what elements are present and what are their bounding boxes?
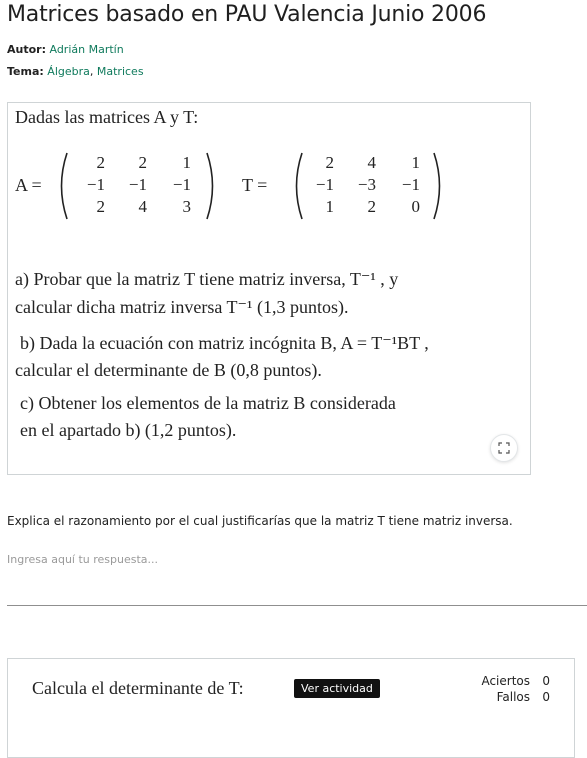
matrix-a-cell: 4: [138, 197, 147, 216]
aciertos-label: Aciertos: [481, 674, 530, 688]
author-line: [7, 43, 124, 56]
part-b-line-2: calcular el determinante de B (0,8 puntos).: [15, 360, 322, 380]
part-b-line-1: b) Dada la ecuación con matriz incógnita B, A = T⁻¹BT ,: [20, 333, 429, 353]
answer-field-wrap: [7, 553, 587, 611]
matrix-a-equation: [15, 151, 235, 221]
matrix-t-cell: −1: [401, 175, 420, 194]
matrix-a-cell: 1: [182, 153, 191, 172]
author-link[interactable]: Adrián Martín: [49, 43, 124, 56]
aciertos-value: 0: [542, 674, 550, 688]
matrix-a-label: A =: [15, 175, 42, 195]
question-text: Explica el razonamiento por el cual justificarías que la matriz T tiene matriz inversa.: [7, 514, 513, 528]
activity-card: [7, 658, 575, 758]
fallos-value: 0: [542, 690, 550, 704]
left-paren-icon: [55, 151, 69, 221]
expand-button[interactable]: [490, 434, 518, 462]
matrix-t-cell: 2: [325, 153, 334, 172]
matrix-a-cell: 2: [138, 153, 147, 172]
problem-intro: Dadas las matrices A y T:: [15, 107, 199, 127]
matrix-a-cell: −1: [128, 175, 147, 194]
part-c-line-2: en el apartado b) (1,2 puntos).: [20, 420, 237, 440]
left-paren-icon: [290, 151, 304, 221]
matrix-a-cell: −1: [172, 175, 191, 194]
topic-link-algebra[interactable]: Álgebra: [47, 65, 90, 78]
right-paren-icon: [432, 151, 446, 221]
matrix-a-cell: 3: [182, 197, 191, 216]
matrix-t-cell: −3: [357, 175, 376, 194]
matrix-a-cell: 2: [96, 153, 105, 172]
answer-field[interactable]: [7, 553, 587, 606]
topic-line: [7, 65, 144, 78]
topic-label: Tema:: [7, 65, 44, 78]
matrix-t-cell: 1: [411, 153, 420, 172]
author-label: Autor:: [7, 43, 46, 56]
matrix-a-cell: −1: [86, 175, 105, 194]
matrix-t-cell: 4: [367, 153, 376, 172]
matrix-t-cell: 0: [411, 197, 420, 216]
part-a-line-1: a) Probar que la matriz T tiene matriz inversa, T⁻¹ , y: [15, 269, 399, 289]
matrix-t-cell: −1: [315, 175, 334, 194]
view-activity-button[interactable]: Ver actividad: [294, 679, 380, 698]
activity-prompt: Calcula el determinante de T:: [32, 678, 244, 698]
right-paren-icon: [205, 151, 219, 221]
matrix-t-label: T =: [242, 175, 268, 195]
expand-icon: [498, 442, 510, 454]
matrix-a: [69, 151, 201, 221]
part-a-line-2: calcular dicha matriz inversa T⁻¹ (1,3 puntos).: [15, 297, 349, 317]
topic-separator: ,: [89, 65, 94, 78]
topic-link-matrices[interactable]: Matrices: [96, 65, 144, 78]
matrix-t-cell: 2: [367, 197, 376, 216]
page-title: Matrices basado en PAU Valencia Junio 2006: [7, 2, 487, 27]
matrix-a-cell: 2: [96, 197, 105, 216]
matrix-t-equation: [242, 151, 452, 221]
score-panel: [481, 673, 550, 705]
problem-card: [7, 102, 531, 475]
matrix-t: [304, 151, 436, 221]
part-c-line-1: c) Obtener los elementos de la matriz B considerada: [20, 393, 396, 413]
fallos-label: Fallos: [496, 690, 530, 704]
matrix-t-cell: 1: [325, 197, 334, 216]
